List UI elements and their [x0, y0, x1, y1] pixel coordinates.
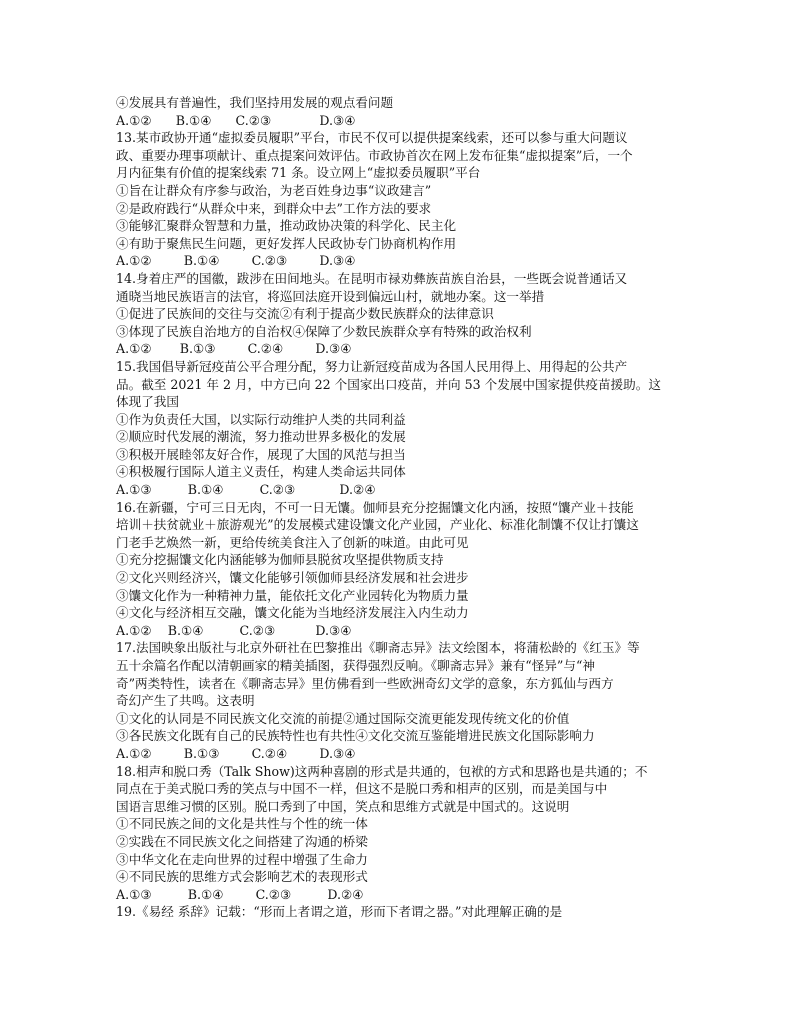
question-18-stem: 同点在于美式脱口秀的笑点与中国不一样，但这不是脱口秀和相声的区别，而是美国与中 — [116, 781, 608, 797]
option-line: ①旨在让群众有序参与政治，为老百姓身边事“议政建言” — [116, 182, 432, 198]
question-19-stem: 19.《易经 系辞》记载：“形而上者谓之道，形而下者谓之器。”对此理解正确的是 — [116, 904, 563, 920]
option-line: ④文化与经济相互交融，馕文化能为当地经济发展注入内生动力 — [116, 605, 469, 621]
option-line: ①不同民族之间的文化是共性与个性的统一体 — [116, 816, 368, 832]
question-13-stem: 月内征集有价值的提案线索 71 条。设立网上“虚拟委员履职”平台 — [116, 165, 481, 181]
option-line: ②是政府践行“从群众中来，到群众中去”工作方法的要求 — [116, 200, 432, 216]
option-line: ③中华文化在走向世界的过程中增强了生命力 — [116, 851, 368, 867]
option-line: ①文化的认同是不同民族文化交流的前提②通过国际交流更能发现传统文化的价值 — [116, 710, 570, 726]
option-line: ④不同民族的思维方式会影响艺术的表现形式 — [116, 869, 368, 885]
option-line: ①促进了民族间的交往与交流②有利于提高少数民族群众的法律意识 — [116, 306, 494, 322]
answer-choices: A.①② B.①③ C.②④ D.③④ — [116, 341, 352, 357]
question-13-stem: 13.某市政协开通“虚拟委员履职”平台，市民不仅可以提供提案线索，还可以参与重大问题议 — [116, 130, 628, 146]
question-16-stem: 培训＋扶贫就业＋旅游观光”的发展模式建设馕文化产业园，产业化、标准化制馕不仅让打馕这 — [116, 517, 639, 533]
question-14-stem: 通晓当地民族语言的法官，将巡回法庭开设到偏远山村，就地办案。这一举措 — [116, 288, 545, 304]
option-line: ④有助于聚焦民生问题，更好发挥人民政协专门协商机构作用 — [116, 235, 457, 251]
question-17-stem: 五十余篇名作配以清朝画家的精美插图，获得强烈反响。《聊斋志异》兼有“怪异”与“神 — [116, 658, 595, 673]
answer-choices: A.①② B.①④ C.②③ D.③④ — [116, 253, 356, 269]
answer-choices: A.①② B.①③ C.②④ D.③④ — [116, 745, 356, 761]
answer-choices: A.①③ B.①④ C.②③ D.②④ — [116, 482, 376, 498]
option-line: ④发展具有普遍性，我们坚持用发展的观点看问题 — [116, 95, 394, 110]
option-line: ④积极履行国际人道主义责任，构建人类命运共同体 — [116, 464, 406, 480]
question-16-stem: 16.在新疆，宁可三日无肉，不可一日无馕。伽师县充分挖掘馕文化内涵，按照“馕产业＋技能 — [116, 499, 634, 515]
question-16-stem: 门老手艺焕然一新，更给传统美食注入了创新的味道。由此可见 — [116, 534, 469, 550]
question-17-stem: 17.法国映象出版社与北京外研社在巴黎推出《聊斋志异》法文绘图本，将蒲松龄的《红玉》等 — [116, 640, 640, 656]
option-line: ③体现了民族自治地方的自治权④保障了少数民族群众享有特殊的政治权利 — [116, 323, 532, 339]
question-15-stem: 体现了我国 — [116, 394, 179, 410]
question-15-stem: 品。截至 2021 年 2 月，中方已向 22 个国家出口疫苗，并向 53 个发展中国家提供疫苗援助。这 — [116, 376, 661, 392]
question-15-stem: 15.我国倡导新冠疫苗公平合理分配，努力让新冠疫苗成为各国人民用得上、用得起的公共产 — [116, 358, 628, 374]
option-line: ②顺应时代发展的潮流，努力推动世界多极化的发展 — [116, 429, 406, 445]
answer-choices: A.①③ B.①④ C.②③ D.②④ — [116, 886, 364, 902]
option-line: ①充分挖掘馕文化内涵能够为伽师县脱贫攻坚提供物质支持 — [116, 552, 444, 568]
exam-page — [116, 94, 686, 921]
option-line: ①作为负责任大国，以实际行动维护人类的共同利益 — [116, 411, 406, 427]
question-14-stem: 14.身着庄严的国徽，跋涉在田间地头。在昆明市禄劝彝族苗族自治县，一些既会说普通话又 — [116, 270, 628, 286]
option-line: ②文化兴则经济兴，馕文化能够引领伽师县经济发展和社会进步 — [116, 570, 469, 586]
question-17-stem: 奇幻产生了共鸣。这表明 — [116, 693, 255, 709]
answer-choices: A.①② B.①④ C.②③ D.③④ — [116, 112, 356, 128]
question-18-stem: 18.相声和脱口秀（Talk Show)这两种喜剧的形式是共通的，包袱的方式和思路也是共通的；不 — [116, 763, 648, 779]
question-18-stem: 国语言思维习惯的区别。脱口秀到了中国，笑点和思维方式就是中国式的。这说明 — [116, 798, 570, 814]
answer-choices: A.①② B.①④ C.②③ D.③④ — [116, 622, 352, 638]
option-line: ③各民族文化既有自己的民族特性也有共性④文化交流互鉴能增进民族文化国际影响力 — [116, 728, 595, 744]
option-line: ③积极开展睦邻友好合作，展现了大国的风范与担当 — [116, 446, 406, 462]
option-line: ②实践在不同民族文化之间搭建了沟通的桥梁 — [116, 833, 368, 849]
question-17-stem: 奇”两类特性，读者在《聊斋志异》里仿佛看到一些欧洲奇幻文学的意象，东方狐仙与西方 — [116, 675, 614, 691]
option-line: ③能够汇聚群众智慧和力量，推动政协决策的科学化、民主化 — [116, 218, 457, 234]
question-13-stem: 政、重要办理事项献计、重点提案问效评估。市政协首次在网上发布征集“虚拟提案”后，一个 — [116, 147, 633, 163]
option-line: ③馕文化作为一种精神力量，能依托文化产业园转化为物质力量 — [116, 587, 469, 603]
